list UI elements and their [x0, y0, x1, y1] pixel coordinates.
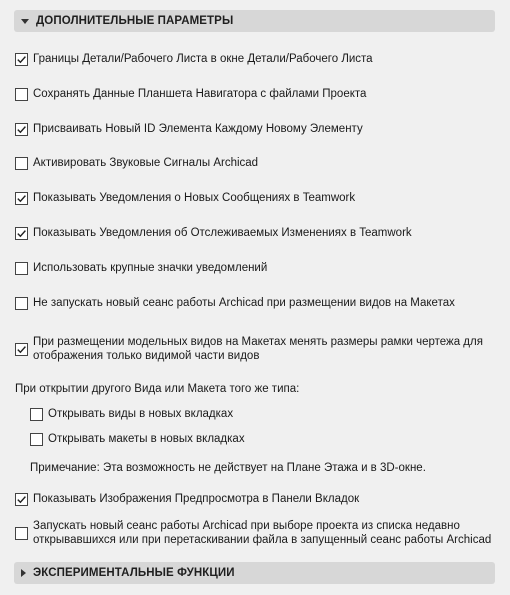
checkbox[interactable]	[15, 527, 28, 540]
option-open-views-new-tabs[interactable]	[30, 407, 233, 421]
option-teamwork-tracked-changes[interactable]	[15, 226, 412, 240]
section-title: ДОПОЛНИТЕЛЬНЫЕ ПАРАМЕТРЫ	[36, 15, 234, 27]
checkbox[interactable]	[15, 88, 28, 101]
note-text: Примечание: Эта возможность не действует на Плане Этажа и в 3D-окне.	[30, 462, 426, 474]
option-save-navigator-data[interactable]	[15, 87, 366, 101]
option-label: Активировать Звуковые Сигналы Archicad	[33, 157, 259, 169]
option-label: При размещении модельных видов на Макетах менять размеры рамки чертежа для отображения только видимой части видов	[33, 336, 483, 362]
option-tab-preview-images[interactable]	[15, 492, 359, 506]
section-header-advanced[interactable]	[14, 10, 495, 32]
section-title: ЭКСПЕРИМЕНТАЛЬНЫЕ ФУНКЦИИ	[33, 567, 235, 579]
option-label: Использовать крупные значки уведомлений	[33, 262, 268, 274]
open-other-view-heading: При открытии другого Вида или Макета того же типа:	[15, 383, 300, 395]
option-no-new-session-layouts[interactable]	[15, 296, 455, 310]
checkbox[interactable]	[15, 53, 28, 66]
checkbox[interactable]	[15, 227, 28, 240]
option-label: Не запускать новый сеанс работы Archicad при размещении видов на Макетах	[33, 297, 455, 309]
checkbox[interactable]	[15, 192, 28, 205]
option-label: Показывать Уведомления о Новых Сообщениях в Teamwork	[33, 192, 356, 204]
option-label: Открывать виды в новых вкладках	[48, 408, 234, 420]
option-label: Открывать макеты в новых вкладках	[48, 433, 245, 445]
checkbox[interactable]	[15, 123, 28, 136]
option-label: Запускать новый сеанс работы Archicad при выборе проекта из списка недавно открывавшихся или при перетаскивании файла в запущенный сеанс работы Archicad	[33, 520, 492, 546]
checkbox[interactable]	[15, 297, 28, 310]
section-header-experimental[interactable]	[14, 562, 495, 584]
option-label: Присваивать Новый ID Элемента Каждому Новому Элементу	[33, 123, 363, 135]
checkbox[interactable]	[15, 262, 28, 275]
chevron-right-icon	[21, 569, 26, 577]
option-label: Сохранять Данные Планшета Навигатора с файлами Проекта	[33, 88, 367, 100]
chevron-down-icon	[21, 19, 29, 24]
option-label: Показывать Уведомления об Отслеживаемых Изменениях в Teamwork	[33, 227, 412, 239]
option-sound-signals[interactable]	[15, 156, 258, 170]
checkbox[interactable]	[15, 157, 28, 170]
option-label: Границы Детали/Рабочего Листа в окне Детали/Рабочего Листа	[33, 53, 373, 65]
option-resize-drawing-frame[interactable]	[15, 335, 490, 363]
option-new-session-recent-project[interactable]	[15, 519, 495, 547]
option-detail-boundaries[interactable]	[15, 52, 373, 66]
option-new-element-id[interactable]	[15, 122, 363, 136]
checkbox[interactable]	[30, 408, 43, 421]
option-label: Показывать Изображения Предпросмотра в Панели Вкладок	[33, 493, 360, 505]
checkbox[interactable]	[30, 433, 43, 446]
option-open-layouts-new-tabs[interactable]	[30, 432, 245, 446]
option-large-notification-icons[interactable]	[15, 261, 267, 275]
checkbox[interactable]	[15, 493, 28, 506]
option-teamwork-messages[interactable]	[15, 191, 355, 205]
checkbox[interactable]	[15, 343, 28, 356]
